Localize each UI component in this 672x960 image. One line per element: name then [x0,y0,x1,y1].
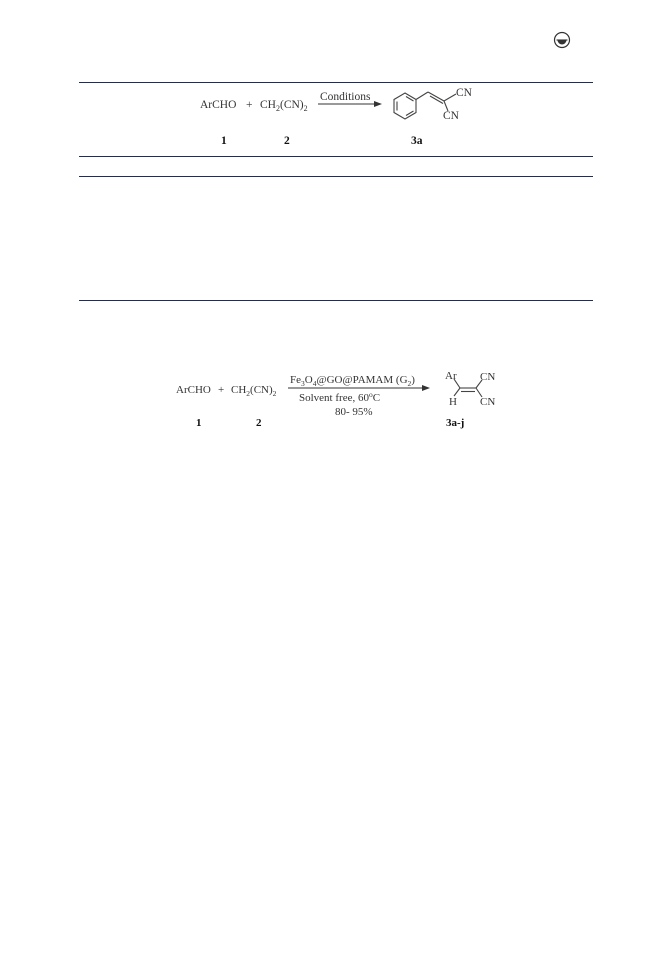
product-ar: Ar [445,370,457,382]
compound-label-3a-j: 3a-j [446,417,465,429]
reaction-scheme-bottom [0,350,672,440]
condition-label: Solvent free, 60$^o$C [299,390,381,404]
reactant-malononitrile: $CH_2(CN)_2$ [231,384,277,398]
catalyst-label: $Fe_3O_4@GO@PAMAM$ $(G_2)$ [290,374,415,388]
compound-label-1: 1 [196,417,202,429]
table-subheader-rule [79,176,593,177]
reactant-archo: ArCHO [200,99,237,111]
product-cn-bottom: CN [480,396,496,408]
compound-label-2: 2 [256,417,262,429]
table-bottom-rule [79,300,593,301]
compound-label-2: 2 [284,135,290,147]
plus-sign: + [246,99,253,111]
product-cn-top: CN [456,87,472,99]
plus-sign: + [218,384,225,396]
product-cn-top: CN [480,371,496,383]
reactant-archo: ArCHO [176,384,211,396]
yield-label: 80- 95% [335,406,373,418]
compound-label-1: 1 [221,135,227,147]
compound-label-3a: 3a [411,135,423,147]
product-cn-bottom: CN [443,110,459,122]
arylidene-malononitrile-structure [454,379,482,397]
arrow-head [422,385,430,391]
product-h: H [449,396,457,408]
reactant-malononitrile: $CH_2(CN)_2$ [260,99,308,113]
arrow-head [374,101,382,107]
arrow-label-conditions: Conditions [320,91,371,103]
reaction-scheme-top [0,0,672,160]
